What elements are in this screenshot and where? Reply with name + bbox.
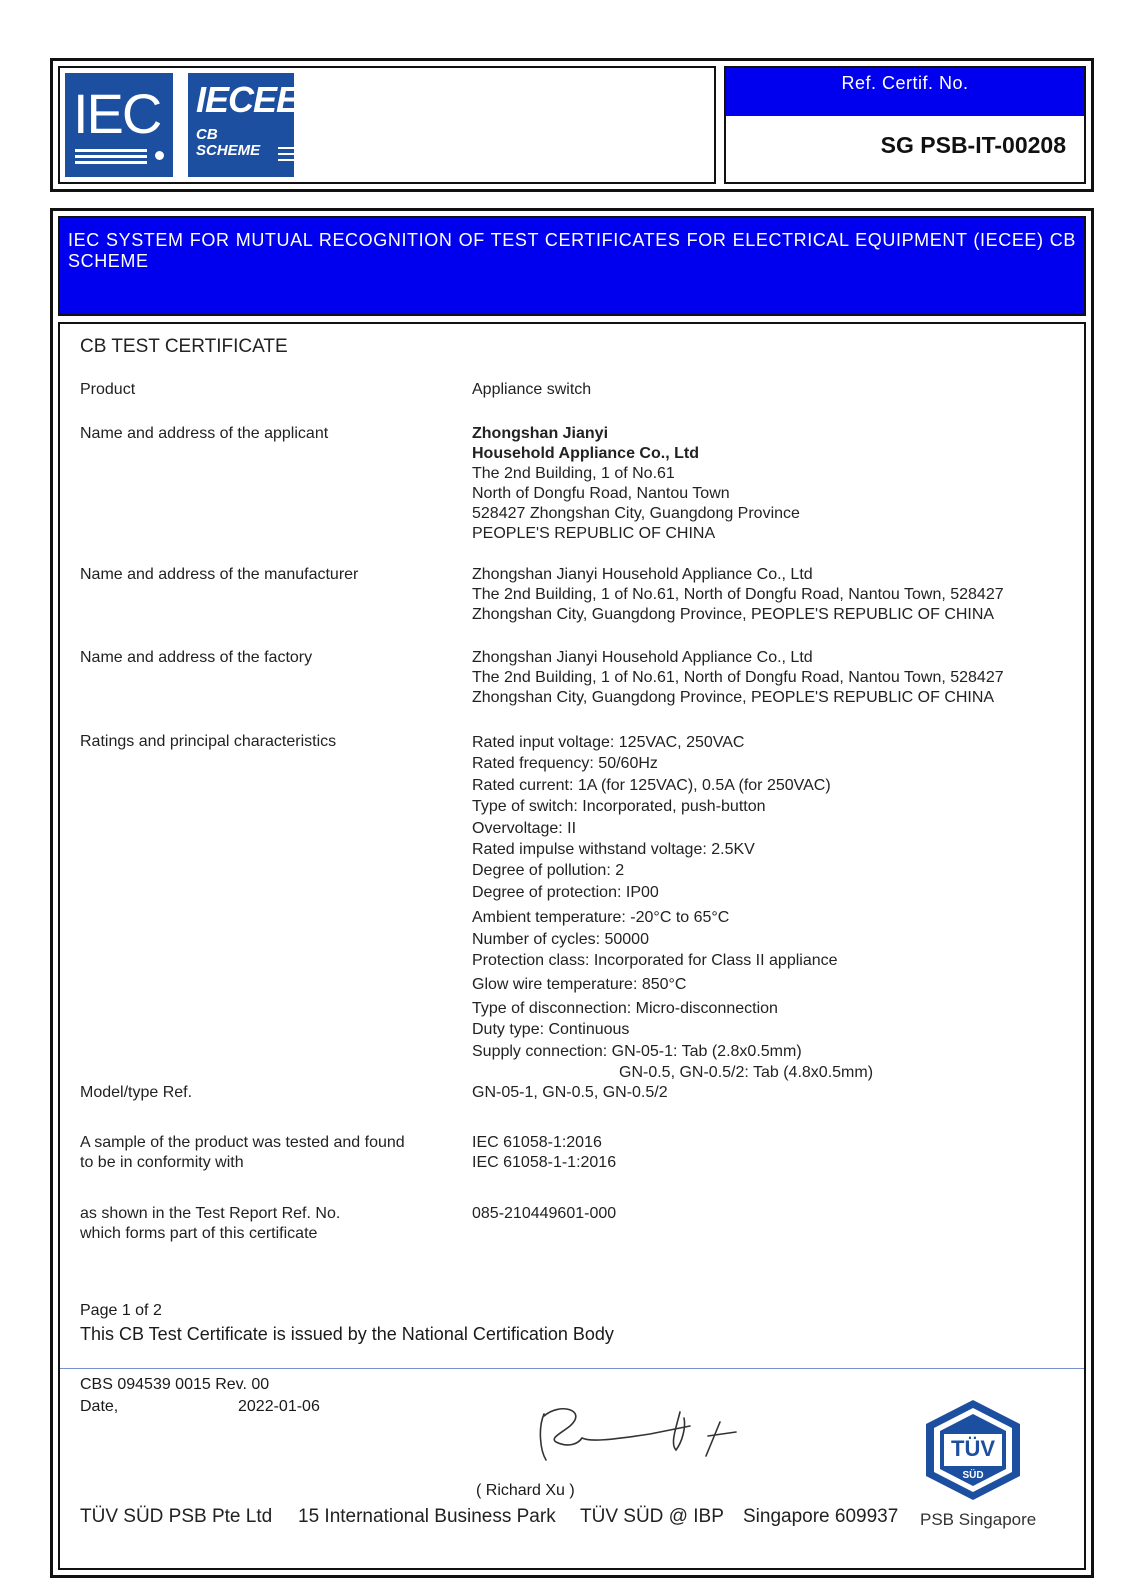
page-number: Page 1 of 2 <box>80 1302 162 1319</box>
report-label-line: as shown in the Test Report Ref. No. <box>80 1205 341 1222</box>
factory-label: Name and address of the factory <box>80 649 313 666</box>
company-location: TÜV SÜD @ IBP <box>580 1506 724 1527</box>
rating-line: Overvoltage: II <box>472 819 577 837</box>
tuv-logo-text: TÜV <box>951 1436 995 1461</box>
rating-line: Supply connection: GN-05-1: Tab (2.8x0.5mm) <box>472 1042 802 1060</box>
standard-line: IEC 61058-1:2016 <box>472 1134 602 1151</box>
report-number: 085-210449601-000 <box>472 1205 617 1222</box>
rating-line: Type of switch: Incorporated, push-button <box>472 798 766 816</box>
scheme-banner <box>58 216 1086 316</box>
ratings-label: Ratings and principal characteristics <box>80 733 337 750</box>
applicant-label: Name and address of the applicant <box>80 425 329 442</box>
rating-line: Rated current: 1A (for 125VAC), 0.5A (for 250VAC) <box>472 776 831 794</box>
rating-line: Rated input voltage: 125VAC, 250VAC <box>472 734 745 751</box>
standard-line: IEC 61058-1-1:2016 <box>472 1154 617 1171</box>
handwritten-signature <box>530 1398 750 1478</box>
iecee-cb-scheme-logo <box>188 73 300 177</box>
company-address: 15 International Business Park <box>298 1506 556 1527</box>
tuv-logo-sub: SÜD <box>962 1470 984 1481</box>
company-name: TÜV SÜD PSB Pte Ltd <box>80 1506 273 1527</box>
tuv-sud-logo <box>920 1398 1026 1502</box>
iec-logo-text: IEC <box>73 82 161 145</box>
rating-line: Number of cycles: 50000 <box>472 930 649 948</box>
conformity-label-line: to be in conformity with <box>80 1154 244 1171</box>
rating-line: Duty type: Continuous <box>472 1021 630 1039</box>
factory-line: The 2nd Building, 1 of No.61, North of Dongfu Road, Nantou Town, 528427 <box>472 669 1004 686</box>
applicant-line: 528427 Zhongshan City, Guangdong Province <box>472 505 800 522</box>
manufacturer-value <box>472 565 1004 625</box>
scheme-logo-text: SCHEME <box>196 142 261 159</box>
iecee-logo-text: IECEE <box>196 79 300 120</box>
issued-by-statement: This CB Test Certificate is issued by the National Certification Body <box>80 1324 614 1344</box>
conformity-standards <box>472 1133 616 1173</box>
model-value: GN-05-1, GN-0.5, GN-0.5/2 <box>472 1084 668 1101</box>
signer-name: ( Richard Xu ) <box>476 1482 575 1499</box>
manufacturer-label: Name and address of the manufacturer <box>80 566 359 583</box>
rating-line: Type of disconnection: Micro-disconnection <box>472 999 778 1017</box>
applicant-line: Household Appliance Co., Ltd <box>472 445 699 462</box>
rating-line: Rated impulse withstand voltage: 2.5KV <box>472 841 755 859</box>
manufacturer-line: The 2nd Building, 1 of No.61, North of Dongfu Road, Nantou Town, 528427 <box>472 586 1004 603</box>
ref-panel <box>724 66 1086 184</box>
manufacturer-line: Zhongshan Jianyi Household Appliance Co., Ltd <box>472 566 813 583</box>
applicant-value <box>472 424 800 544</box>
applicant-line: Zhongshan Jianyi <box>472 425 609 442</box>
ref-label: Ref. Certif. No. <box>726 68 1084 116</box>
manufacturer-line: Zhongshan City, Guangdong Province, PEOPLE'S REPUBLIC OF CHINA <box>472 606 995 623</box>
product-value: Appliance switch <box>472 381 592 398</box>
model-label: Model/type Ref. <box>80 1084 193 1101</box>
rating-line: Protection class: Incorporated for Class II appliance <box>472 952 838 970</box>
factory-line: Zhongshan City, Guangdong Province, PEOPLE'S REPUBLIC OF CHINA <box>472 689 995 706</box>
factory-line: Zhongshan Jianyi Household Appliance Co., Ltd <box>472 649 813 666</box>
date-label: Date, <box>80 1398 119 1415</box>
psb-singapore-label: PSB Singapore <box>920 1510 1037 1529</box>
iec-logo <box>65 73 173 177</box>
rating-line: Rated frequency: 50/60Hz <box>472 755 658 773</box>
rating-line: GN-0.5, GN-0.5/2: Tab (4.8x0.5mm) <box>619 1064 874 1082</box>
divider <box>60 1368 1084 1369</box>
banner-text: IEC SYSTEM FOR MUTUAL RECOGNITION OF TEST CERTIFICATES FOR ELECTRICAL EQUIPMENT (IECEE) CB SCHEME <box>68 230 1076 271</box>
applicant-line: The 2nd Building, 1 of No.61 <box>472 465 675 482</box>
rating-line: Degree of protection: IP00 <box>472 883 659 901</box>
rating-line: Degree of pollution: 2 <box>472 862 625 880</box>
applicant-line: PEOPLE'S REPUBLIC OF CHINA <box>472 525 716 542</box>
product-label: Product <box>80 381 136 398</box>
conformity-label-line: A sample of the product was tested and found <box>80 1134 405 1151</box>
report-label-line: which forms part of this certificate <box>80 1225 318 1242</box>
report-label <box>80 1204 340 1244</box>
company-city: Singapore 609937 <box>743 1506 899 1527</box>
factory-value <box>472 648 1004 708</box>
applicant-line: North of Dongfu Road, Nantou Town <box>472 485 730 502</box>
ratings-value <box>472 732 873 1084</box>
date-value: 2022-01-06 <box>238 1398 320 1415</box>
rating-line: Ambient temperature: -20°C to 65°C <box>472 909 730 927</box>
cbs-reference: CBS 094539 0015 Rev. 00 <box>80 1376 270 1393</box>
certificate-title: CB TEST CERTIFICATE <box>80 336 288 357</box>
rating-line: Glow wire temperature: 850°C <box>472 976 687 994</box>
logo-panel <box>58 66 716 184</box>
conformity-label <box>80 1133 405 1173</box>
cb-logo-text: CB <box>196 126 218 143</box>
ref-number: SG PSB-IT-00208 <box>880 132 1066 158</box>
